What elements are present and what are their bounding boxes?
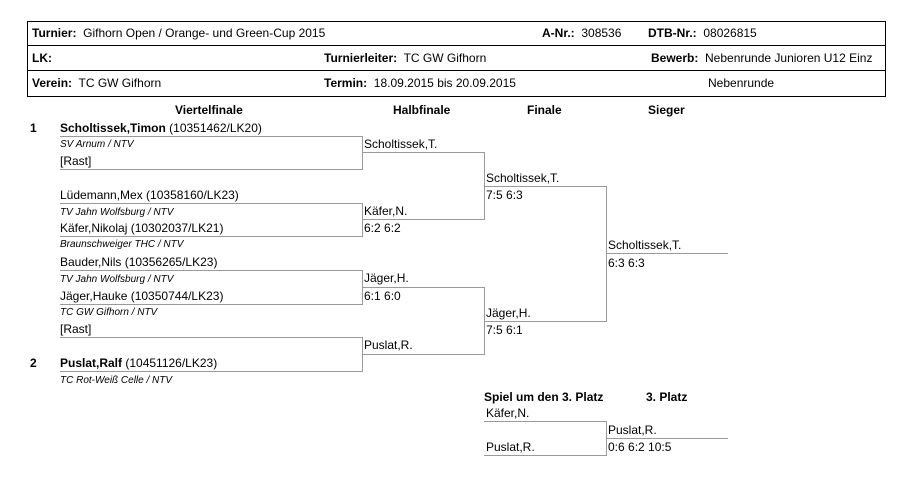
bracket-line [60, 270, 362, 271]
player-club: TV Jahn Wolfsburg / NTV [60, 274, 174, 285]
final-score: 7:5 6:1 [486, 323, 523, 337]
bracket-line [484, 421, 606, 422]
seed-number: 2 [30, 356, 37, 370]
dtb-value: 08026815 [703, 26, 757, 40]
final-player: Scholtissek,T. [486, 171, 560, 185]
bracket-line [484, 186, 606, 187]
final-player: Jäger,H. [486, 306, 531, 320]
anr-value: 308536 [581, 26, 622, 40]
semifinal-winner: Jäger,H. [364, 271, 409, 285]
third-place-player: Puslat,R. [486, 440, 535, 454]
semifinal-winner: Puslat,R. [364, 338, 413, 352]
player-entry: [Rast] [60, 322, 92, 336]
turnierleiter-field [324, 51, 486, 65]
turnierleiter-value: TC GW Gifhorn [403, 51, 487, 65]
bracket-line [60, 203, 362, 204]
third-place-winner: Puslat,R. [608, 423, 657, 437]
verein-label: Verein: [32, 76, 73, 90]
final-score: 7:5 6:3 [486, 188, 523, 202]
verein-value: TC GW Gifhorn [78, 76, 162, 90]
termin-field [324, 76, 516, 90]
player-club: TC GW Gifhorn / NTV [60, 307, 158, 318]
player-club: TV Jahn Wolfsburg / NTV [60, 207, 174, 218]
semifinal-score: 6:1 6:0 [364, 289, 401, 303]
termin-label: Termin: [324, 76, 368, 90]
bewerb-value: Nebenrunde Junioren U12 Einz [705, 51, 873, 65]
bracket-connector [606, 186, 607, 322]
bracket-line [60, 337, 362, 338]
col-sieger: Sieger [648, 103, 685, 117]
player-entry: Jäger,Hauke (10350744/LK23) [60, 289, 224, 303]
third-place-score: 0:6 6:2 10:5 [608, 440, 672, 454]
player-club: SV Arnum / NTV [60, 139, 134, 150]
bracket-connector [362, 136, 363, 170]
anr-label: A-Nr.: [542, 26, 575, 40]
turnierleiter-label: Turnierleiter: [324, 51, 398, 65]
player-id: (10451126/LK23) [122, 356, 218, 370]
bracket-line [362, 354, 484, 355]
bracket-line [60, 371, 362, 372]
third-place-title: Spiel um den 3. Platz [484, 390, 604, 404]
col-viertelfinale: Viertelfinale [175, 103, 243, 117]
seed-number: 1 [30, 121, 37, 135]
player-name: Scholtissek,Timon [60, 121, 166, 135]
col-halbfinale: Halbfinale [393, 103, 451, 117]
bracket-line [362, 152, 484, 153]
player-entry: Bauder,Nils (10356265/LK23) [60, 255, 218, 269]
anr-field [542, 26, 621, 40]
dtb-label: DTB-Nr.: [648, 26, 697, 40]
tournament-header [27, 21, 886, 97]
bracket-line [60, 136, 362, 137]
termin-value: 18.09.2015 bis 20.09.2015 [373, 76, 516, 90]
player-entry: Lüdemann,Mex (10358160/LK23) [60, 188, 239, 202]
col-finale: Finale [527, 103, 562, 117]
header-divider [28, 45, 885, 46]
third-place-result-title: 3. Platz [646, 390, 688, 404]
runde-value: Nebenrunde [708, 76, 775, 90]
dtb-field [648, 26, 757, 40]
semifinal-winner: Käfer,N. [364, 204, 408, 218]
semifinal-score: 6:2 6:2 [364, 221, 401, 235]
lk-field [32, 51, 52, 65]
bewerb-field [651, 51, 872, 65]
player-club: TC Rot-Weiß Celle / NTV [60, 375, 173, 386]
bracket-line [484, 321, 606, 322]
bracket-line [606, 253, 728, 254]
turnier-field [32, 26, 325, 40]
bewerb-label: Bewerb: [651, 51, 699, 65]
lk-label: LK: [32, 51, 52, 65]
player-name: Puslat,Ralf [60, 356, 123, 370]
player-id: (10351462/LK20) [165, 121, 262, 135]
player-entry: Käfer,Nikolaj (10302037/LK21) [60, 221, 224, 235]
bracket-line [60, 169, 362, 170]
player-entry [60, 356, 217, 370]
semifinal-winner: Scholtissek,T. [364, 137, 438, 151]
bracket-line [362, 219, 484, 220]
bracket-line [60, 236, 362, 237]
bracket-line [60, 304, 362, 305]
bracket-line [606, 438, 728, 439]
champion-name: Scholtissek,T. [608, 238, 682, 252]
turnier-value: Gifhorn Open / Orange- und Green-Cup 2015 [83, 26, 326, 40]
bracket-line [484, 455, 606, 456]
header-divider [28, 70, 885, 71]
player-entry [60, 121, 262, 135]
verein-field [32, 76, 161, 90]
turnier-label: Turnier: [32, 26, 77, 40]
champion-score: 6:3 6:3 [608, 256, 645, 270]
bracket-connector [362, 203, 363, 237]
player-club: Braunschweiger THC / NTV [60, 239, 184, 250]
player-entry: [Rast] [60, 154, 92, 168]
bracket-line [362, 287, 484, 288]
third-place-player: Käfer,N. [486, 406, 530, 420]
